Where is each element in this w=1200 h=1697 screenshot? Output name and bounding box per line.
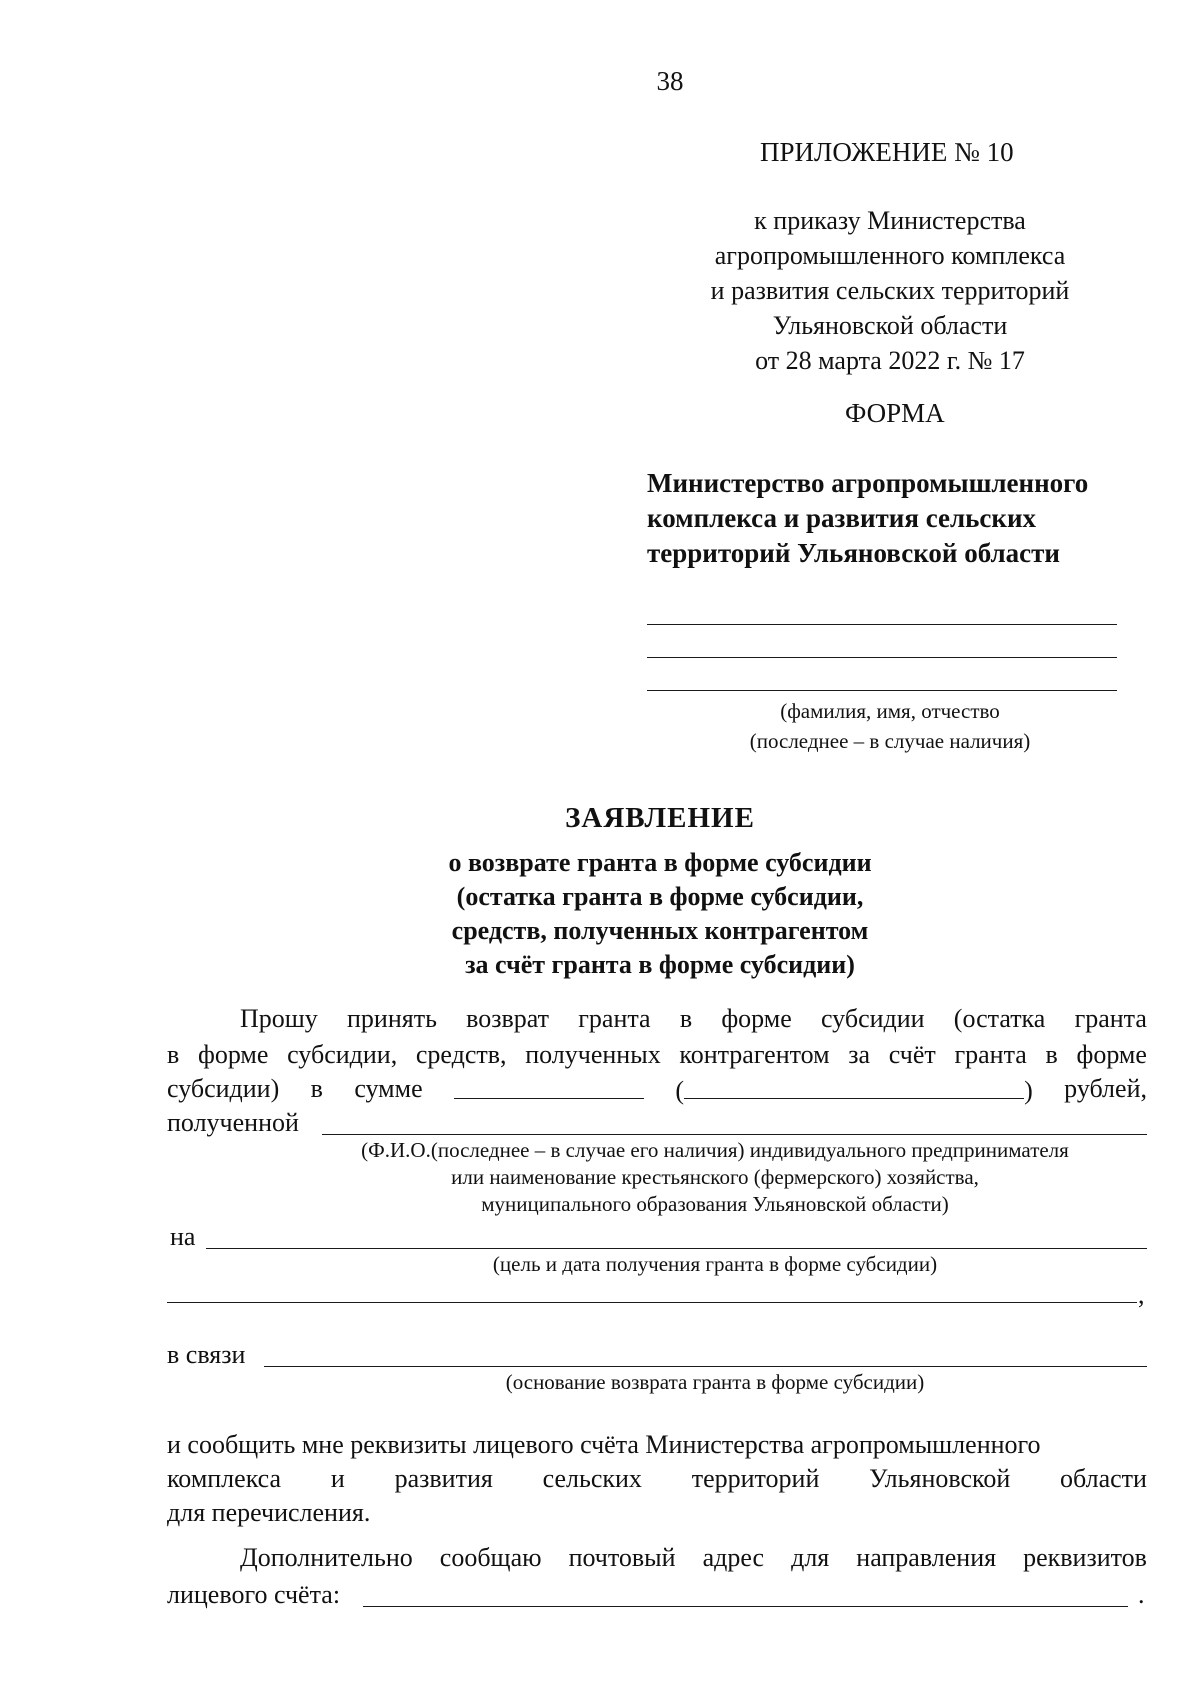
word: в: [310, 1074, 323, 1103]
word: направления: [856, 1543, 997, 1572]
applicant-line-2[interactable]: [647, 657, 1117, 658]
reason-field[interactable]: [264, 1366, 1147, 1367]
word: счёт: [888, 1040, 936, 1069]
word: контрагентом: [679, 1040, 830, 1069]
word: в: [679, 1004, 693, 1033]
word: в: [1045, 1040, 1058, 1069]
recipient-field-caption: [300, 1137, 1130, 1218]
word: в: [167, 1040, 180, 1069]
period: .: [1138, 1580, 1145, 1609]
word: сельских: [542, 1464, 642, 1493]
comma: ,: [1138, 1280, 1145, 1309]
document-subtitle: [0, 846, 1200, 982]
purpose-field-continued[interactable]: [167, 1302, 1137, 1303]
recipient-line: территорий Ульяновской области: [647, 538, 1060, 568]
para1-line3: [167, 1074, 1147, 1106]
subtitle-line: средств, полученных контрагентом: [451, 916, 869, 945]
subtitle-line: за счёт гранта в форме субсидии): [465, 950, 855, 979]
word: сообщаю: [439, 1543, 542, 1572]
word: субсидии: [820, 1004, 925, 1033]
amount-words-group: [675, 1074, 1032, 1106]
caption-line: муниципального образования Ульяновской области): [481, 1192, 949, 1216]
applicant-line-1[interactable]: [647, 624, 1117, 625]
recipient-name-field[interactable]: [322, 1134, 1147, 1135]
purpose-caption: (цель и дата получения гранта в форме субсидии): [492, 1252, 938, 1276]
word: комплекса: [167, 1464, 282, 1493]
word: возврат: [466, 1004, 550, 1033]
para2-line3: для перечисления.: [167, 1498, 371, 1527]
order-line: к приказу Министерства: [754, 206, 1026, 235]
close-paren: ): [1024, 1076, 1033, 1105]
received-label: полученной: [167, 1108, 299, 1137]
word: полученных: [525, 1040, 661, 1069]
para1-line1: [240, 1004, 1147, 1034]
word: развития: [394, 1464, 493, 1493]
word: Прошу: [240, 1004, 318, 1033]
word: реквизитов: [1023, 1543, 1147, 1572]
word: форме: [197, 1040, 269, 1069]
para2-line2: [167, 1464, 1147, 1494]
word: форме: [721, 1004, 792, 1033]
open-paren: (: [675, 1076, 685, 1105]
order-reference: [690, 203, 1090, 378]
purpose-field[interactable]: [206, 1248, 1147, 1249]
postal-address-field[interactable]: [363, 1606, 1128, 1607]
word: (остатка: [953, 1004, 1046, 1033]
word: для: [791, 1543, 830, 1572]
word: гранта: [578, 1004, 651, 1033]
recipient-line: комплекса и развития сельских: [647, 503, 1037, 533]
order-line: Ульяновской области: [772, 311, 1008, 340]
word: форме: [1076, 1040, 1147, 1069]
recipient-block: [647, 466, 1088, 571]
page-number: 38: [656, 66, 684, 96]
reason-caption: (основание возврата гранта в форме субсидии): [505, 1370, 925, 1394]
applicant-caption: [690, 696, 1090, 756]
order-line: и развития сельских территорий: [710, 276, 1070, 305]
word: Ульяновской: [869, 1464, 1011, 1493]
word: и: [330, 1464, 345, 1493]
order-line: агропромышленного комплекса: [714, 241, 1066, 270]
appendix-title: ПРИЛОЖЕНИЕ № 10: [760, 137, 1014, 167]
caption-line: (Ф.И.О.(последнее – в случае его наличия) индивидуального предпринимателя: [361, 1138, 1069, 1162]
word: субсидии,: [287, 1040, 398, 1069]
word: за: [848, 1040, 871, 1069]
due-label: в связи: [167, 1340, 246, 1369]
word: адрес: [702, 1543, 765, 1572]
applicant-line-3[interactable]: [647, 690, 1117, 691]
word: субсидии): [167, 1074, 280, 1103]
caption-line: или наименование крестьянского (фермерского) хозяйства,: [451, 1165, 979, 1189]
document-title: ЗАЯВЛЕНИЕ: [565, 802, 755, 834]
word: средств,: [415, 1040, 507, 1069]
word: Дополнительно: [240, 1543, 413, 1572]
caption-line: (последнее – в случае наличия): [749, 729, 1031, 753]
amount-words-field[interactable]: [684, 1074, 1024, 1099]
word: почтовый: [568, 1543, 676, 1572]
account-label: лицевого счёта:: [167, 1580, 341, 1609]
form-label: ФОРМА: [845, 398, 945, 428]
word: гранта: [1074, 1004, 1147, 1033]
word: сумме: [354, 1074, 423, 1103]
para3-line1: [240, 1543, 1147, 1573]
word: области: [1060, 1464, 1147, 1493]
subtitle-line: (остатка гранта в форме субсидии,: [456, 882, 864, 911]
caption-line: (фамилия, имя, отчество: [780, 699, 1000, 723]
recipient-line: Министерство агропромышленного: [647, 468, 1089, 498]
word: принять: [347, 1004, 437, 1033]
subtitle-line: о возврате гранта в форме субсидии: [448, 848, 872, 877]
word: рублей,: [1064, 1074, 1147, 1103]
order-line: от 28 марта 2022 г. № 17: [755, 346, 1025, 375]
word: территорий: [691, 1464, 820, 1493]
para1-line2: [167, 1040, 1147, 1070]
word: гранта: [954, 1040, 1027, 1069]
amount-field[interactable]: [454, 1074, 644, 1099]
para2-line1: и сообщить мне реквизиты лицевого счёта Министерства агропромышленного: [167, 1430, 1041, 1459]
on-label: на: [170, 1222, 196, 1251]
